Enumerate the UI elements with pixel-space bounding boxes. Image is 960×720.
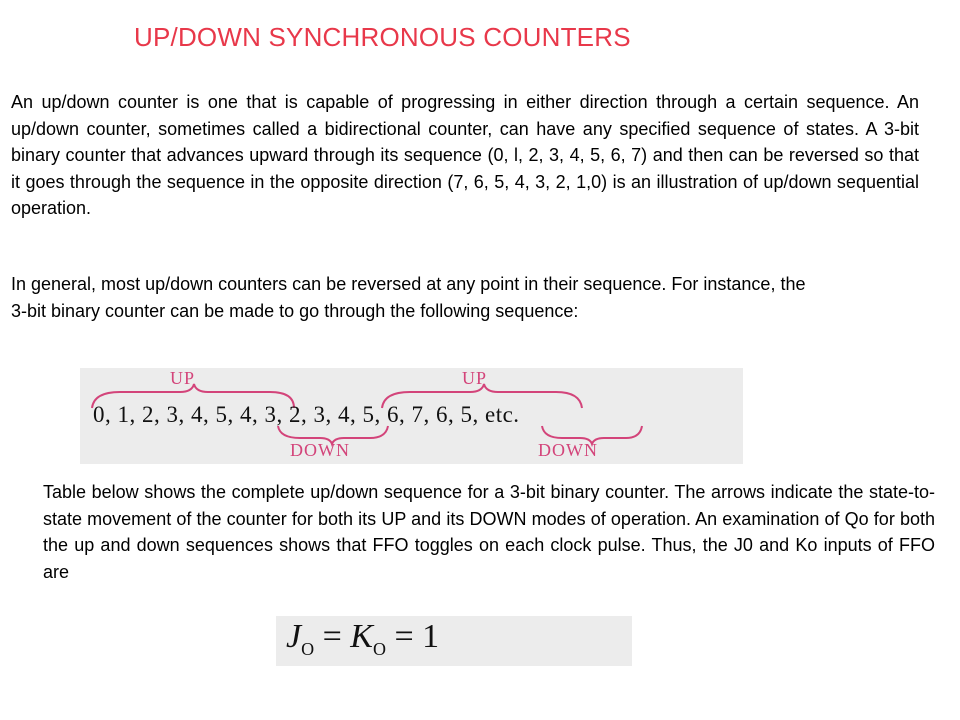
up-label-2: UP — [462, 368, 488, 388]
down-label-2: DOWN — [538, 440, 598, 460]
equation-figure — [276, 616, 632, 666]
equation-equals-1: = — [314, 618, 351, 655]
sequence-figure — [80, 368, 743, 464]
equation-equals-2: = — [385, 618, 423, 655]
equation-j: J — [286, 618, 302, 655]
up-label-1: UP — [170, 368, 196, 388]
table-paragraph: Table below shows the complete up/down sequence for a 3-bit binary counter. The arrows indicate the state-to-state movement of the counter for both its UP and its DOWN modes of operation. An examination of Qo for both the up and down sequences shows that FFO toggles on each clock pulse. Thus, the J0 and Ko inputs of FFO are — [43, 482, 935, 582]
page-title: UP/DOWN SYNCHRONOUS COUNTERS — [134, 22, 631, 52]
equation-k: K — [350, 618, 373, 655]
equation-k-sub: O — [372, 638, 386, 659]
sequence-text: 0, 1, 2, 3, 4, 5, 4, 3, 2, 3, 4, 5, 6, 7, 6, 5, etc. — [93, 402, 520, 427]
general-paragraph: In general, most up/down counters can be reversed at any point in their sequence. For instance, the 3-bit binary counter can be made to go through the following sequence: — [11, 274, 806, 321]
down-label-1: DOWN — [290, 440, 350, 460]
equation-value: 1 — [422, 618, 440, 655]
intro-paragraph: An up/down counter is one that is capable of progressing in either direction through a certain sequence. An up/down counter, sometimes called a bidirectional counter, can have any specified sequence of states. A 3-bit binary counter that advances upward through its sequence (0, l, 2, 3, 4, 5, 6, 7) and then can be reversed so that it goes through the sequence in the opposite direction (7, 6, 5, 4, 3, 2, 1,0) is an illustration of up/down sequential operation. — [11, 92, 919, 218]
equation-text — [286, 618, 439, 660]
equation-j-sub: O — [301, 638, 315, 659]
